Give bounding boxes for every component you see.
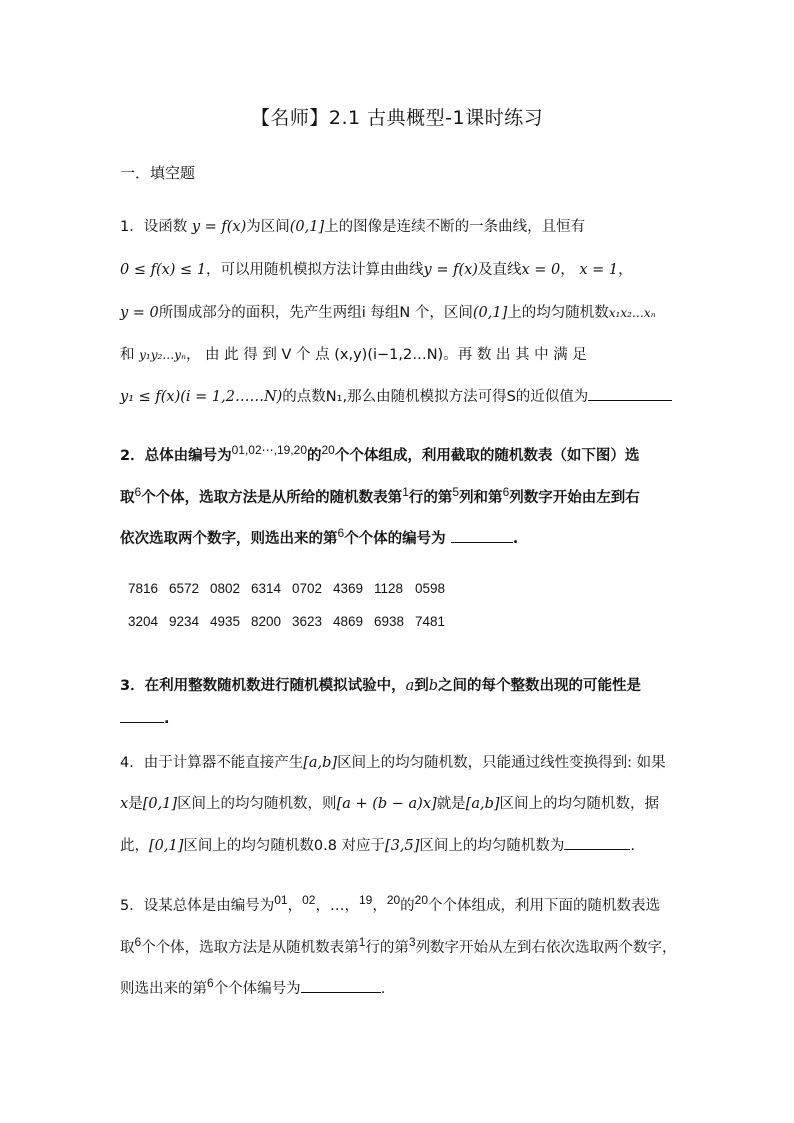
q5-line-3 <box>120 976 680 998</box>
q5-text: 列数字开始从左到右依次选取两个数字， <box>415 940 677 956</box>
q2-number: 1 <box>402 485 409 499</box>
q2-text: 列数字开始由左到右 <box>509 490 640 506</box>
q1-line-5 <box>120 385 680 406</box>
q3-formula: a <box>405 678 415 694</box>
q5-text: 个个体组成，利用下面的随机数表选 <box>428 898 661 914</box>
q5-number: 3 <box>408 935 416 949</box>
q1-line-3 <box>120 301 680 322</box>
q4-formula: [a,b] <box>303 755 338 771</box>
q5-number: 19 <box>358 893 373 907</box>
q3-text: 之间的每个整数出现的可能性是 <box>438 678 642 694</box>
answer-blank[interactable] <box>301 978 381 993</box>
q1-formula: x = 0 <box>521 262 561 278</box>
q1-formula: (0,1] <box>472 305 508 321</box>
q2-number: 6 <box>134 485 142 499</box>
q1-text: 为区间 <box>246 219 290 235</box>
q2-text: 依次选取两个数字，则选出来的第 <box>120 531 338 547</box>
table-cell: 7481 <box>415 614 446 629</box>
q5-text: 个个体编号为 <box>213 981 301 997</box>
q5-line-1 <box>120 893 680 915</box>
page-title: 【名师】2.1 古典概型-1课时练习 <box>250 107 544 129</box>
q1-formula: y = 0 <box>120 305 159 321</box>
q3-text: 3．在利用整数随机数进行随机模拟试验中， <box>120 678 406 694</box>
q4-text: 区间上的均匀随机数，则 <box>177 796 337 812</box>
q1-formula: y = f(x) <box>191 219 247 235</box>
q5-text: 行的第 <box>365 940 409 956</box>
q1-text: 上的均匀随机数 <box>507 305 609 321</box>
q4-text: 区间上的均匀随机数，据 <box>499 796 660 812</box>
table-cell: 6938 <box>374 614 405 629</box>
q1-text: ， <box>560 262 580 278</box>
q1-line-2 <box>120 258 680 279</box>
q1-formula: x = 1 <box>579 262 619 278</box>
q1-text: 的点数N₁ <box>282 389 343 405</box>
q2-line-2 <box>120 485 680 507</box>
table-cell: 3204 <box>128 614 159 629</box>
q4-formula: [3,5] <box>385 838 420 854</box>
q1-text: ,那么由随机模拟方法可得S的近似值为 <box>342 389 589 405</box>
q2-text: 行的第 <box>408 490 453 506</box>
q4-text: 是 <box>128 796 143 812</box>
q1-text: ，可以用随机模拟方法计算由曲线 <box>206 262 424 278</box>
q2-text: 个个体的编号为 <box>344 531 446 547</box>
q1-formula: x₁x₂…xₙ <box>608 306 656 320</box>
q4-formula: x <box>120 796 129 812</box>
q1-line-4 <box>120 343 680 364</box>
q5-number: 01 <box>274 893 288 907</box>
q1-text: 和 <box>120 347 140 363</box>
section-heading: 一．填空题 <box>120 164 196 182</box>
q2-text: 取 <box>120 490 135 506</box>
random-table-row-2 <box>128 614 456 629</box>
answer-blank[interactable] <box>451 528 513 543</box>
table-cell: 6572 <box>169 581 200 596</box>
table-cell: 4935 <box>210 614 241 629</box>
table-cell: 3623 <box>292 614 323 629</box>
table-cell: 9234 <box>169 614 200 629</box>
q1-formula: (0,1] <box>289 219 325 235</box>
q4-formula: [0,1] <box>149 838 184 854</box>
q5-text: 取 <box>120 940 135 956</box>
q4-text: 4．由于计算器不能直接产生 <box>120 755 304 771</box>
q5-text: ，…， <box>315 898 359 914</box>
q2-number: 5 <box>452 485 460 499</box>
q5-line-2 <box>120 935 680 957</box>
q3-formula: b <box>428 678 439 694</box>
q1-formula: y₁ ≤ f(x)(i = 1,2……N) <box>120 389 283 405</box>
q2-number: 6 <box>502 485 510 499</box>
q2-number: 01,02⋯,19,20 <box>231 443 307 457</box>
q3-text: . <box>164 711 170 727</box>
q2-text: . <box>512 531 519 547</box>
q5-number: 6 <box>134 935 142 949</box>
table-cell: 6314 <box>251 581 282 596</box>
q4-formula: [0,1] <box>142 796 178 812</box>
q4-text: 此， <box>120 838 149 854</box>
q2-text: 列和第 <box>459 490 503 506</box>
q4-text: 区间上的均匀随机数，只能通过线性变换得到: 如果 <box>337 755 666 771</box>
q2-text: 个个体组成，利用截取的随机数表（如下图）选 <box>334 448 640 464</box>
q2-line-3 <box>120 526 680 548</box>
q3-line-2 <box>120 708 680 727</box>
q4-line-2 <box>120 792 680 813</box>
q1-text: 上的图像是连续不断的一条曲线，且恒有 <box>324 219 586 235</box>
q5-number: 20 <box>386 893 401 907</box>
table-cell: 4869 <box>333 614 364 629</box>
q5-text: 个个体，选取方法是从随机数表第 <box>141 940 359 956</box>
q4-text: 区间上的均匀随机数为 <box>419 838 565 854</box>
q4-text: . <box>630 838 636 854</box>
q1-text: 1．设函数 <box>120 219 192 235</box>
table-cell: 8200 <box>251 614 282 629</box>
q4-text: 就是 <box>436 796 466 812</box>
table-cell: 0598 <box>415 581 446 596</box>
table-cell: 7816 <box>128 581 159 596</box>
q5-text: 则选出来的第 <box>120 981 207 997</box>
q5-text: . <box>380 981 386 997</box>
answer-blank[interactable] <box>120 708 164 723</box>
q2-number: 6 <box>337 526 345 540</box>
answer-blank[interactable] <box>588 386 672 401</box>
table-cell: 1128 <box>374 581 404 596</box>
q5-number: 20 <box>414 893 429 907</box>
q5-number: 6 <box>207 976 214 990</box>
table-cell: 4369 <box>333 581 364 596</box>
q1-formula: y₁y₂…yₙ <box>139 348 186 362</box>
q5-number: 02 <box>302 893 316 907</box>
q4-line-1 <box>120 751 680 772</box>
q1-text: 及直线 <box>477 262 522 278</box>
q1-text: 所围成部分的面积，先产生两组i 每组N 个，区间 <box>158 305 473 321</box>
q5-text: 5．设某总体是由编号为 <box>120 898 275 914</box>
q5-text: ， <box>287 898 303 914</box>
q2-text: 个个体，选取方法是从所给的随机数表第 <box>141 490 403 506</box>
q3-text: 到 <box>414 678 429 694</box>
q1-text: ， <box>618 262 633 278</box>
q4-formula: [a,b] <box>465 796 500 812</box>
q5-number: 1 <box>358 935 366 949</box>
q1-text: ， 由 此 得 到 V 个 点 (x,y)(i−1,2…N)。再 数 出 其 中 满 足 <box>185 347 587 363</box>
answer-blank[interactable] <box>564 835 630 850</box>
q2-text: 的 <box>307 448 322 464</box>
table-cell: 0702 <box>292 581 323 596</box>
q1-formula: 0 ≤ f(x) ≤ 1 <box>120 262 207 278</box>
q4-line-3 <box>120 834 680 855</box>
q5-text: ， <box>372 898 387 914</box>
q1-line-1 <box>120 215 680 236</box>
q2-number: 20 <box>321 443 335 457</box>
q2-line-1 <box>120 443 680 465</box>
q3-line-1 <box>120 674 680 695</box>
q1-formula: y = f(x) <box>423 262 478 278</box>
q5-text: 的 <box>400 898 415 914</box>
q4-text: 区间上的均匀随机数0.8 对应于 <box>183 838 386 854</box>
table-cell: 0802 <box>210 581 241 596</box>
random-table-row-1 <box>128 581 456 596</box>
q4-formula: [a + (b − a)x] <box>336 796 437 812</box>
q2-text: 2．总体由编号为 <box>120 448 232 464</box>
